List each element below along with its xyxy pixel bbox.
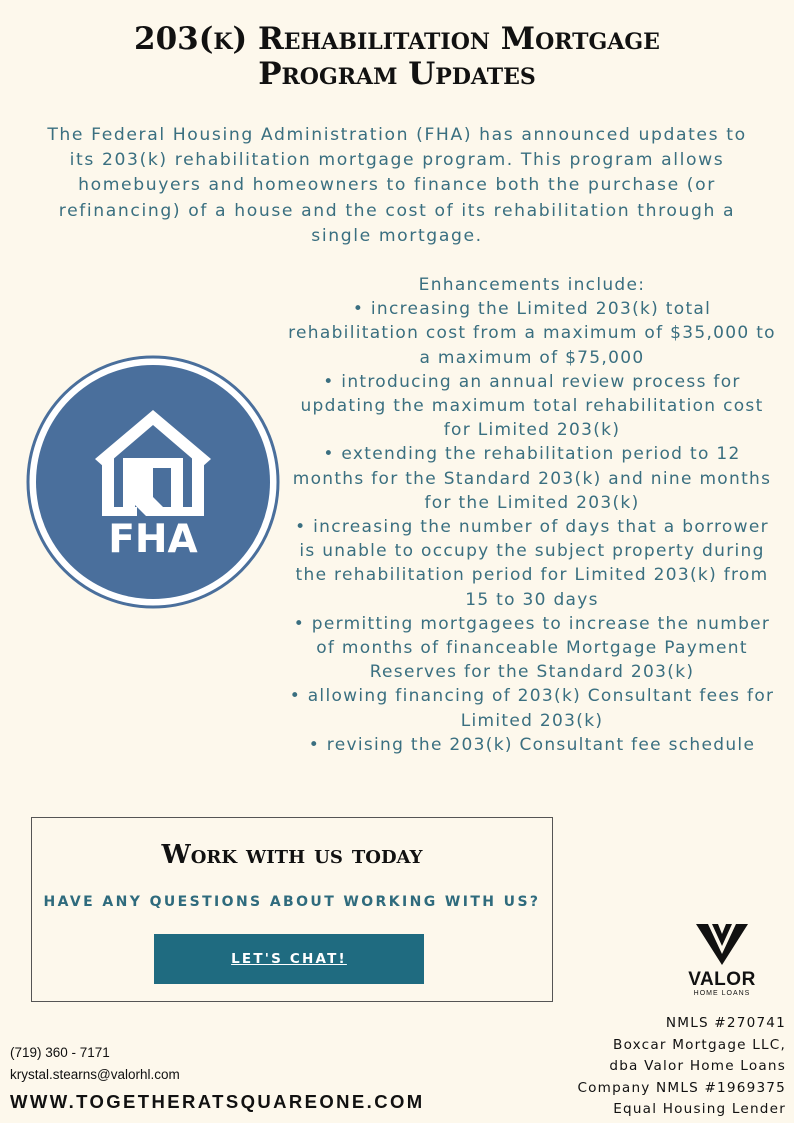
brand-subtitle: HOME LOANS xyxy=(693,990,751,997)
page-title xyxy=(40,22,754,92)
website-link[interactable]: WWW.TOGETHERATSQUAREONE.COM xyxy=(10,1091,425,1112)
page-title-line-1: 203(k) Rehabilitation Mortgage xyxy=(134,21,660,57)
legal-line: Equal Housing Lender xyxy=(613,1101,786,1117)
legal-line: dba Valor Home Loans xyxy=(609,1058,786,1074)
valor-v-logo-icon xyxy=(692,922,752,966)
contact-phone[interactable]: (719) 360 - 7171 xyxy=(10,1045,110,1060)
legal-line: Company NMLS #1969375 xyxy=(577,1079,786,1096)
fha-house-icon xyxy=(26,355,281,610)
legal-info xyxy=(486,1013,786,1121)
fha-logo-text: FHA xyxy=(108,517,198,562)
legal-line: NMLS #270741 xyxy=(665,1015,786,1031)
enhancement-item: • revising the 203(k) Consultant fee schedule xyxy=(308,734,756,755)
brand-name: VALOR xyxy=(688,969,756,990)
enhancement-item: • extending the rehabilitation period to 12 months for the Standard 203(k) and nine months for the Limited 203(k) xyxy=(292,444,772,513)
enhancement-item: • increasing the number of days that a borrower is unable to occupy the subject property during the rehabilitation period for Limited 203(k) from 15 to 30 days xyxy=(295,517,769,610)
enhancements-heading: Enhancements include: xyxy=(418,275,646,295)
enhancement-item: • increasing the Limited 203(k) total rehabilitation cost from a maximum of $35,000 to a maximum of $75,000 xyxy=(288,299,776,368)
lets-chat-button[interactable]: LET'S CHAT! xyxy=(154,934,424,984)
contact-email[interactable]: krystal.stearns@valorhl.com xyxy=(10,1067,180,1082)
cta-box xyxy=(31,817,553,1002)
page-title-line-2: Program Updates xyxy=(258,56,536,92)
enhancements-list xyxy=(286,273,778,757)
legal-line: Boxcar Mortgage LLC, xyxy=(613,1036,786,1053)
enhancement-item: • allowing financing of 203(k) Consultant fees for Limited 203(k) xyxy=(289,686,775,731)
cta-title: Work with us today xyxy=(161,840,423,870)
cta-subtitle: HAVE ANY QUESTIONS ABOUT WORKING WITH US? xyxy=(43,894,541,910)
valor-brand xyxy=(672,922,772,997)
enhancement-item: • introducing an annual review process for updating the maximum total rehabilitation cost for Limited 203(k) xyxy=(300,371,764,441)
intro-paragraph: The Federal Housing Administration (FHA) has announced updates to its 203(k) rehabilitation mortgage program. This program allows homebuyers and homeowners to finance both the purchase (or refinancing) of a house and the cost of its rehabilitation through a single mortgage. xyxy=(47,125,747,246)
fha-logo xyxy=(26,355,281,610)
enhancement-item: • permitting mortgagees to increase the number of months of financeable Mortgage Payment Reserves for the Standard 203(k) xyxy=(293,613,771,683)
